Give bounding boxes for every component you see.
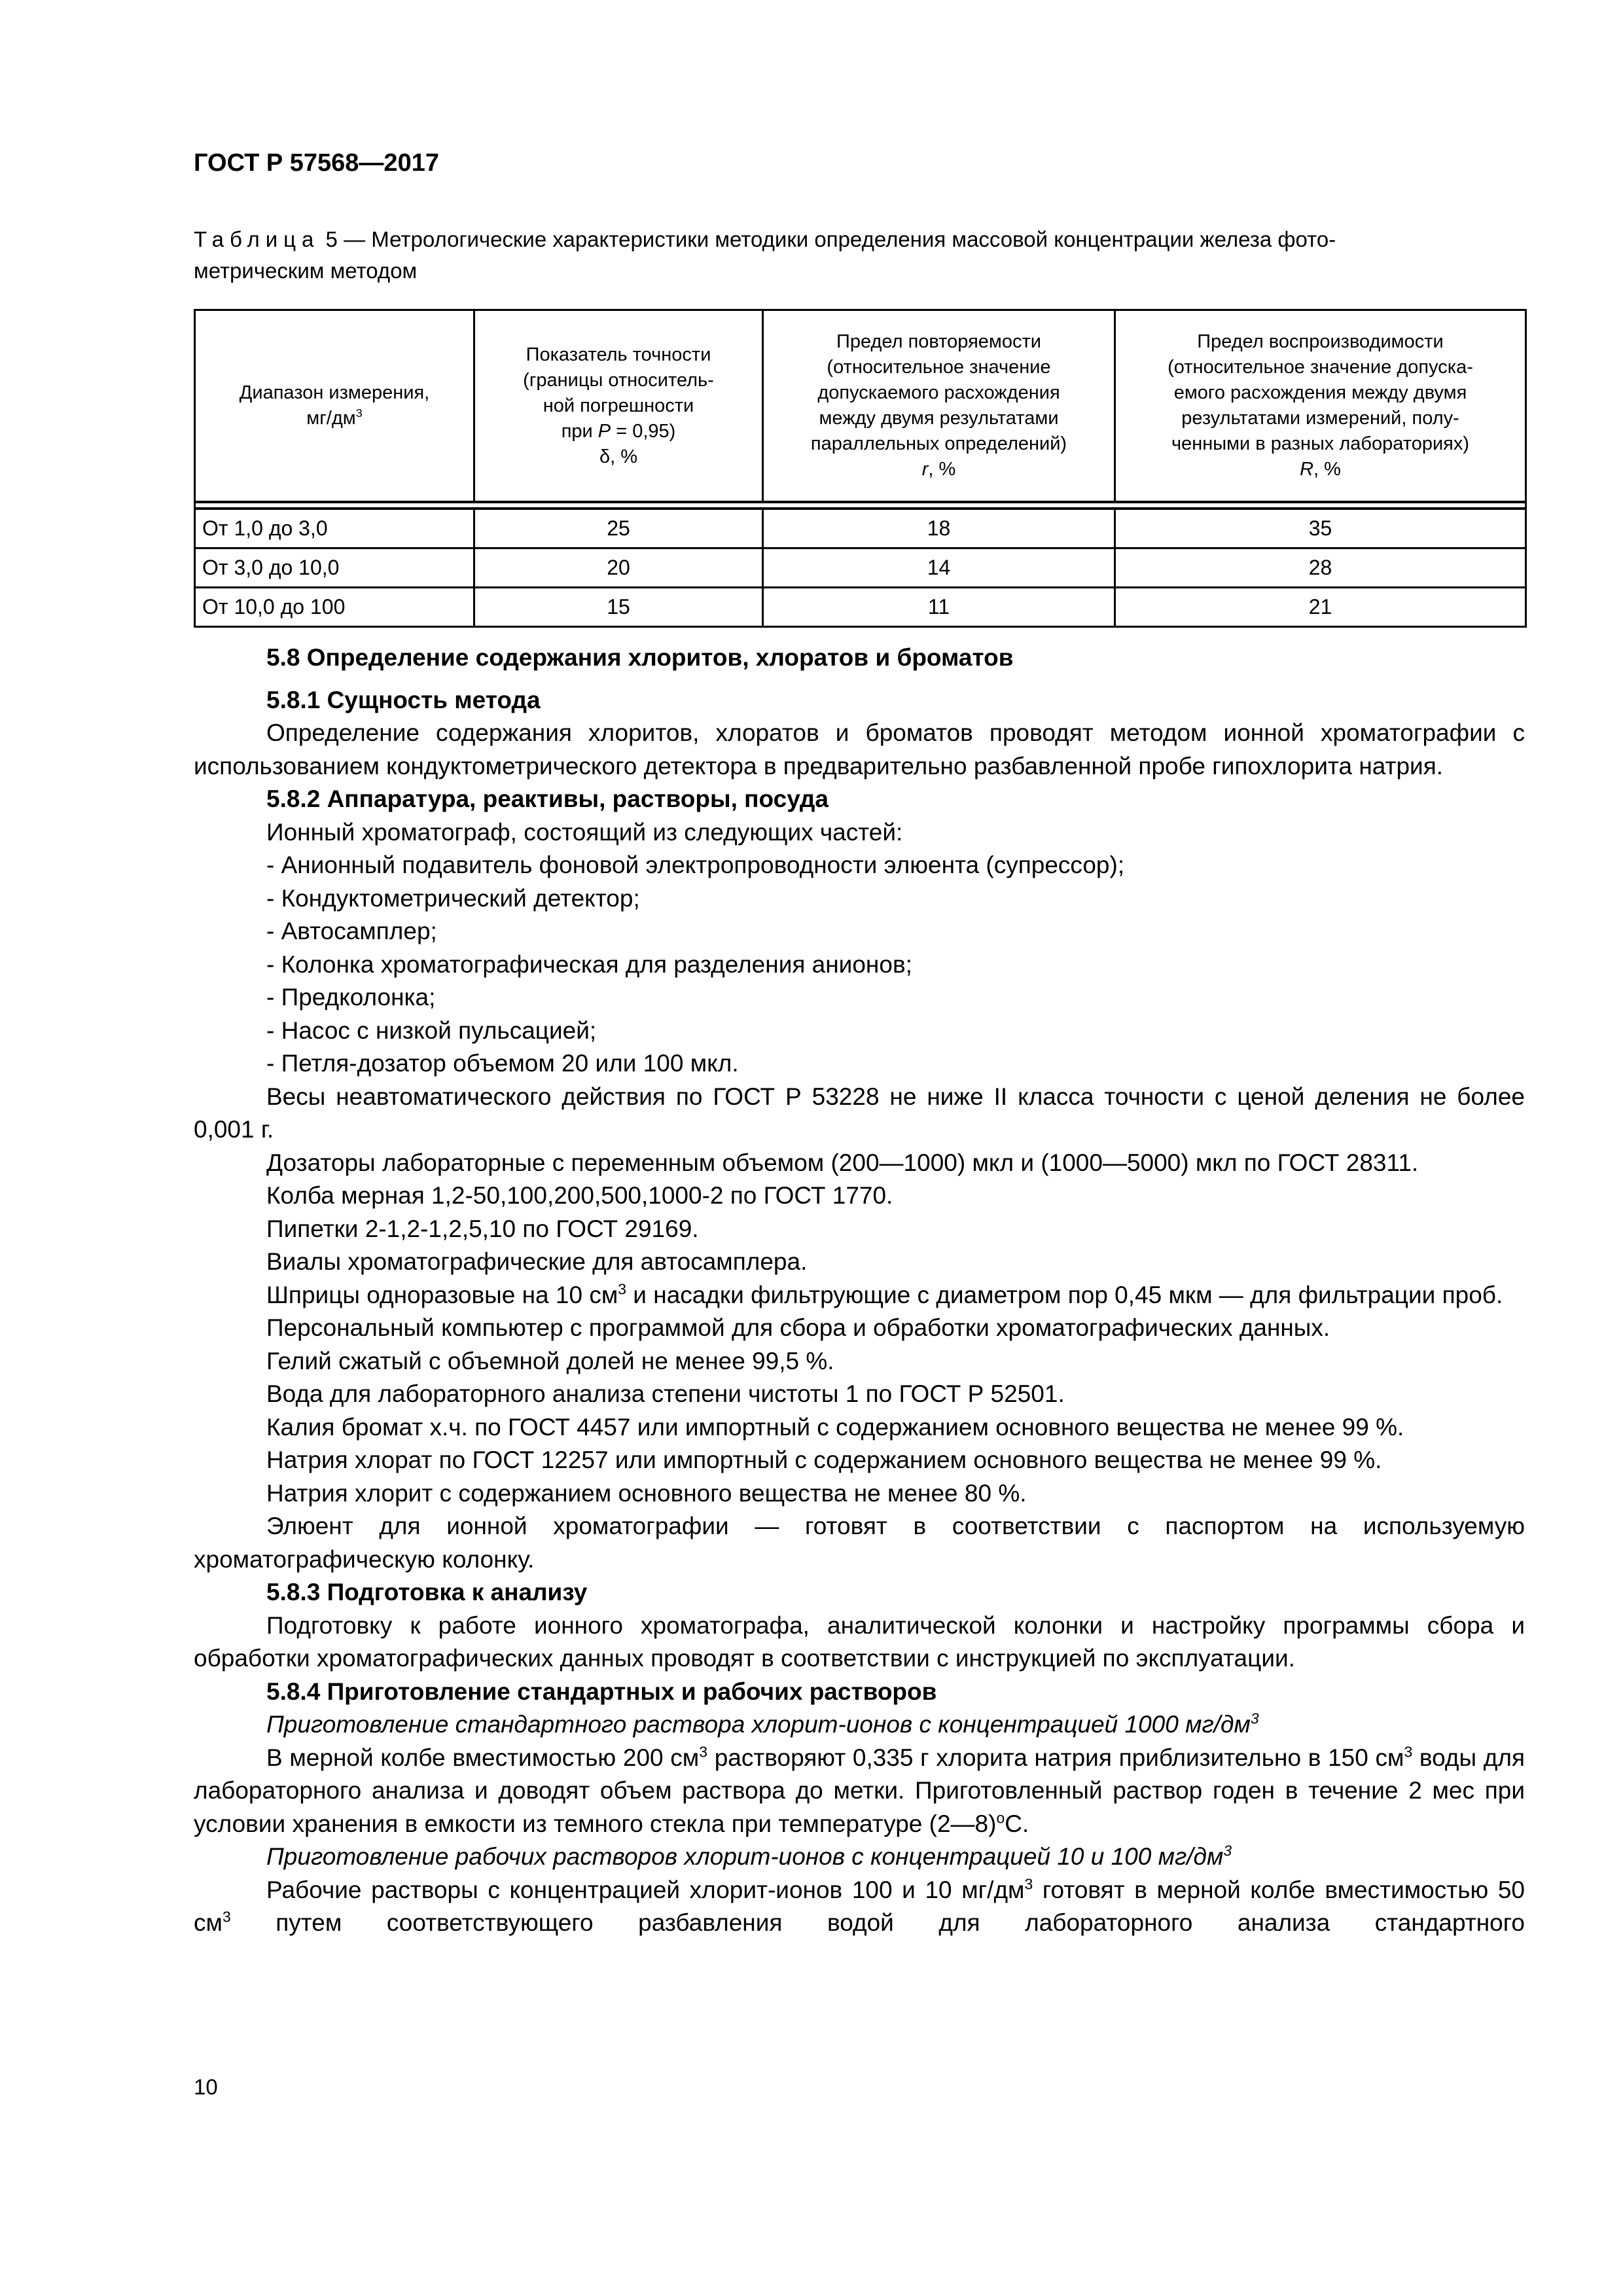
- text-run: Рабочие растворы с концентрацией хлорит-ионов 100 и 10 мг/дм: [266, 1876, 1025, 1903]
- text-run: В мерной колбе вместимостью 200 см: [266, 1744, 700, 1771]
- text-run: Приготовление рабочих растворов хлорит-ионов с концентрацией 10 и 100 мг/дм: [266, 1843, 1224, 1870]
- text-run: Приготовление стандартного раствора хлорит-ионов с концентрацией 1000 мг/дм: [266, 1711, 1251, 1738]
- cell-delta: 20: [474, 548, 763, 588]
- header-text: ченными в разных лабораториях): [1171, 433, 1470, 454]
- list-item: - Автосамплер;: [266, 918, 437, 944]
- metrology-table: [194, 309, 1527, 628]
- cell-R: 35: [1115, 509, 1526, 548]
- cell-delta: 25: [474, 509, 763, 548]
- paragraph: Определение содержания хлоритов, хлоратов и броматов проводят методом ионной хроматографии с использованием кондуктометрического детектора в предварительно разбавленной пробе гипохлорита натрия.: [194, 719, 1525, 780]
- header-text: = 0,95): [611, 420, 676, 442]
- subheading-standard-solution: [194, 1708, 1525, 1742]
- text-run: и насадки фильтрующие с диаметром пор 0,45 мкм — для фильтрации проб.: [626, 1281, 1503, 1308]
- column-header-range: [195, 310, 474, 503]
- section-heading-5-8-1: 5.8.1 Сущность метода: [266, 686, 541, 713]
- paragraph: Колба мерная 1,2-50,100,200,500,1000-2 по ГОСТ 1770.: [266, 1182, 893, 1209]
- paragraph: Гелий сжатый с объемной долей не менее 99,5 %.: [266, 1347, 834, 1374]
- paragraph: Натрия хлорат по ГОСТ 12257 или импортный с содержанием основного вещества не менее 99 %.: [266, 1446, 1382, 1473]
- list-item: - Предколонка;: [266, 984, 436, 1011]
- header-var: r: [921, 459, 929, 480]
- paragraph: Подготовку к работе ионного хроматографа, аналитической колонки и настройку программы сбора и обработки хроматографических данных проводят в соответствии с инструкцией по эксплуатации.: [194, 1611, 1525, 1672]
- list-item: - Анионный подавитель фоновой электропроводности элюента (супрессор);: [266, 852, 1125, 878]
- metrology-table-container: [194, 309, 1525, 628]
- superscript: 3: [1024, 1874, 1033, 1892]
- paragraph: Персональный компьютер с программой для сбора и обработки хроматографических данных.: [266, 1314, 1330, 1341]
- cell-r: 14: [763, 548, 1115, 588]
- paragraph-working-solutions: [194, 1874, 1525, 1940]
- list-item: - Кондуктометрический детектор;: [266, 884, 640, 912]
- table-caption-line2: метрическим методом: [194, 259, 418, 283]
- paragraph: Вода для лабораторного анализа степени чистоты 1 по ГОСТ Р 52501.: [266, 1380, 1065, 1407]
- cell-r: 18: [763, 509, 1115, 548]
- separator-cell: [195, 502, 1526, 509]
- table-header-row: [195, 310, 1526, 503]
- cell-delta: 15: [474, 588, 763, 627]
- header-text: Показатель точности: [526, 344, 711, 365]
- header-var: P: [597, 420, 611, 442]
- header-text: между двумя результатами: [819, 408, 1059, 429]
- paragraph: Дозаторы лабораторные с переменным объемом (200—1000) мкл и (1000—5000) мкл по ГОСТ 28311.: [266, 1149, 1419, 1176]
- header-text: параллельных определений): [810, 433, 1067, 454]
- paragraph: Калия бромат х.ч. по ГОСТ 4457 или импортный с содержанием основного вещества не менее 99 %.: [266, 1413, 1404, 1441]
- header-var: R: [1300, 459, 1314, 480]
- cell-R: 21: [1115, 588, 1526, 627]
- text-run: С.: [1005, 1810, 1029, 1837]
- cell-R: 28: [1115, 548, 1526, 588]
- cell-r: 11: [763, 588, 1115, 627]
- text-run: готовят в мерной колбе вместимостью 50 см: [194, 1876, 1525, 1936]
- header-symbol: , %: [928, 459, 956, 480]
- paragraph-standard-solution: [194, 1742, 1525, 1841]
- column-header-repeatability: [763, 310, 1115, 503]
- superscript: 3: [618, 1280, 627, 1297]
- list-item: - Колонка хроматографическая для разделения анионов;: [266, 950, 912, 978]
- header-unit: мг/дм: [306, 408, 356, 429]
- paragraph-syringes: [194, 1279, 1525, 1312]
- table-row: [195, 509, 1526, 548]
- header-text: Предел воспроизводимости: [1197, 331, 1444, 352]
- paragraph: Виалы хроматографические для автосамплера.: [266, 1248, 808, 1275]
- header-separator: [195, 502, 1526, 509]
- page-number: 10: [194, 2075, 218, 2099]
- superscript: 3: [1223, 1842, 1232, 1859]
- superscript: 3: [222, 1908, 231, 1926]
- paragraph: Натрия хлорит с содержанием основного вещества не менее 80 %.: [266, 1479, 1027, 1507]
- table-row: [195, 548, 1526, 588]
- section-heading-5-8-2: 5.8.2 Аппаратура, реактивы, растворы, посуда: [266, 785, 829, 812]
- document-body: [194, 641, 1525, 1940]
- list-item: - Насос с низкой пульсацией;: [266, 1016, 597, 1044]
- column-header-accuracy: [474, 310, 763, 503]
- header-text: (границы относитель-: [523, 369, 714, 391]
- text-run: путем соответствующего разбавления водой для лабораторного анализа стандартного: [230, 1909, 1525, 1936]
- header-symbol: , %: [1313, 459, 1341, 480]
- header-text: емого расхождения между двумя: [1173, 382, 1467, 403]
- table-caption-line1: 5 — Метрологические характеристики методики определения массовой концентрации железа фото-: [319, 227, 1336, 251]
- column-header-reproducibility: [1115, 310, 1526, 503]
- table-row: [195, 588, 1526, 627]
- header-text: результатами измерений, полу-: [1181, 408, 1459, 429]
- cell-range: От 1,0 до 3,0: [195, 509, 474, 548]
- cell-range: От 10,0 до 100: [195, 588, 474, 627]
- paragraph: Весы неавтоматического действия по ГОСТ Р 53228 не ниже II класса точности с ценой деления не более 0,001 г.: [194, 1083, 1525, 1143]
- text-run: воды для лабораторного анализа и доводят объем раствора до метки. Приготовленный раствор годен в течение 2 мес при условии хранения в емкости из темного стекла при температуре (2—8): [194, 1744, 1525, 1837]
- section-heading-5-8-4: 5.8.4 Приготовление стандартных и рабочих растворов: [266, 1677, 937, 1705]
- header-symbol: δ, %: [599, 446, 638, 467]
- text-run: Шприцы одноразовые на 10 см: [266, 1281, 618, 1308]
- header-text: ной погрешности: [543, 395, 694, 416]
- superscript: 3: [699, 1742, 707, 1760]
- header-text: (относительное значение допуска-: [1168, 357, 1473, 378]
- section-heading-5-8: 5.8 Определение содержания хлоритов, хлоратов и броматов: [266, 644, 1014, 671]
- cell-range: От 3,0 до 10,0: [195, 548, 474, 588]
- text-run: растворяют 0,335 г хлорита натрия приблизительно в 150 см: [707, 1744, 1404, 1771]
- header-text: (относительное значение: [827, 357, 1051, 378]
- list-item: - Петля-дозатор объемом 20 или 100 мкл.: [266, 1050, 739, 1077]
- paragraph: Пипетки 2-1,2-1,2,5,10 по ГОСТ 29169.: [266, 1215, 699, 1242]
- subheading-working-solutions: [194, 1840, 1525, 1874]
- header-text: Диапазон измерения,: [239, 382, 430, 403]
- document-header-id: ГОСТ Р 57568—2017: [194, 149, 439, 177]
- header-text: допускаемого расхождения: [817, 382, 1060, 403]
- table-caption: [194, 224, 1522, 287]
- superscript: 3: [1404, 1742, 1413, 1760]
- section-heading-5-8-3: 5.8.3 Подготовка к анализу: [266, 1579, 588, 1605]
- superscript: 3: [1250, 1710, 1259, 1727]
- header-text: Предел повторяемости: [836, 331, 1041, 352]
- table-caption-label: Таблица: [194, 227, 320, 251]
- paragraph: Элюент для ионной хроматографии — готовят в соответствии с паспортом на используемую хроматографическую колонку.: [194, 1513, 1525, 1573]
- superscript: о: [996, 1808, 1005, 1826]
- header-unit-sup: 3: [355, 406, 363, 420]
- header-text: при: [561, 420, 598, 442]
- paragraph: Ионный хроматограф, состоящий из следующих частей:: [266, 818, 903, 846]
